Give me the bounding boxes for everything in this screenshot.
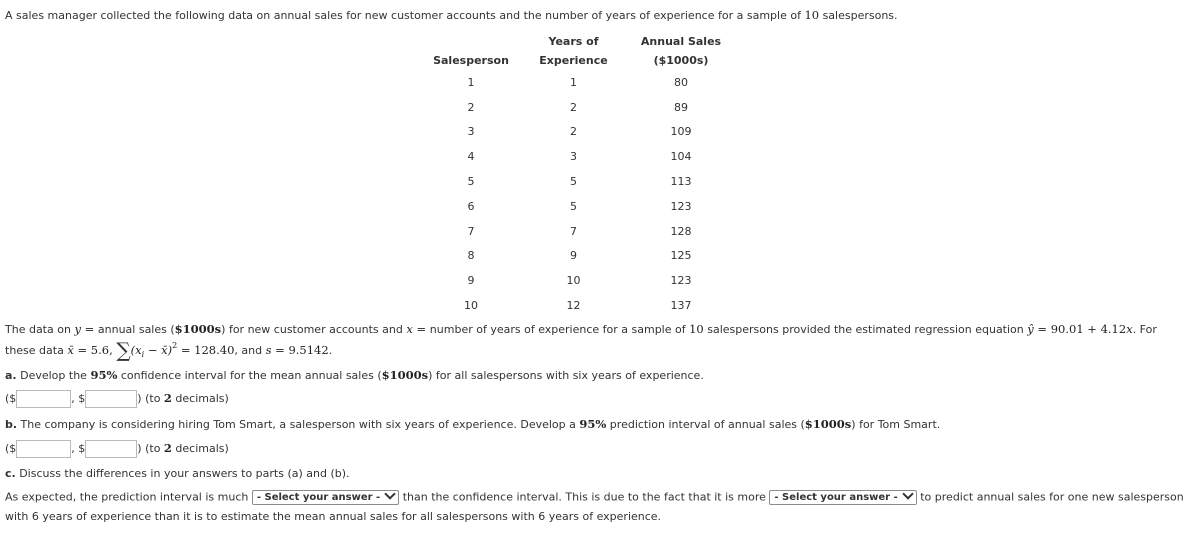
table-row: [421, 268, 736, 293]
experience-cell: 2: [570, 100, 577, 114]
experience-cell: 10: [566, 274, 581, 288]
part-c-answer-row: As expected, the prediction interval is much - Select your answer - than the confidence interval. This is due to the fact that it is more - Select your answer - to predict annual sales for one new salesperson: [5, 490, 1184, 505]
data-table: [421, 32, 736, 318]
salesperson-cell: 2: [467, 100, 475, 114]
interval-width-select[interactable]: - Select your answer -: [252, 490, 399, 505]
table-row: [421, 244, 736, 269]
part-a-answer-row: ($ , $ ) (to 2 decimals): [5, 390, 229, 408]
sum-value: = 128.40: [177, 343, 235, 357]
salesperson-cell: 1: [467, 75, 475, 89]
var-yhat: ŷ: [1027, 322, 1034, 336]
part-a-upper-input[interactable]: [85, 390, 137, 408]
experience-cell: 9: [570, 249, 577, 263]
sales-cell: 89: [674, 100, 688, 114]
sales-cell: 128: [670, 224, 692, 238]
sales-cell: 80: [674, 75, 688, 89]
table-row: [421, 120, 736, 145]
salesperson-cell: 9: [467, 274, 475, 288]
part-a-percent: 95%: [90, 368, 118, 382]
regression-equation: = 90.01 + 4.12: [1033, 322, 1127, 336]
table-row: [421, 70, 736, 95]
header-annual-sales: Annual Sales ($1000s): [640, 35, 722, 67]
salesperson-cell: 8: [467, 249, 475, 263]
part-b-label: b.: [5, 418, 18, 431]
difficulty-select[interactable]: - Select your answer -: [769, 490, 916, 505]
salesperson-cell: 4: [467, 150, 475, 164]
description-line-2: these data x̄ = 5.6, $\sum(x_i$ − x̄)$^2$ = 128.40, and s = 9.5142.: [5, 338, 333, 362]
experience-cell: 3: [570, 150, 577, 164]
sales-cell: 104: [670, 150, 692, 164]
unit-label: $1000s: [174, 322, 222, 336]
part-a-question: a. Develop the 95% confidence interval for the mean annual sales ($1000s) for all salespersons with six years of experience.: [5, 368, 704, 382]
description-line-1: The data on y = annual sales ($1000s) for new customer accounts and x = number of years of experience for a sample of 10 salespersons provided the estimated regression equation ŷ = 90.01 + 4.12x. For: [5, 322, 1157, 336]
intro-text: [5, 8, 898, 22]
sum-symbol: ∑: [116, 338, 131, 362]
part-a-label: a.: [5, 369, 17, 382]
chevron-down-icon: [385, 488, 396, 499]
part-c-answer-line-2: with 6 years of experience than it is to estimate the mean annual sales for all salespersons with 6 years of experience.: [5, 510, 662, 523]
salesperson-cell: 5: [467, 175, 475, 189]
part-b-answer-row: ($ , $ ) (to 2 decimals): [5, 440, 229, 458]
var-x: x: [406, 322, 413, 336]
header-years-experience: Years of Experience: [539, 35, 608, 67]
s-value: = 9.5142: [271, 343, 329, 357]
salesperson-cell: 3: [467, 125, 475, 139]
chevron-down-icon: [902, 488, 913, 499]
experience-cell: 12: [566, 299, 581, 313]
header-salesperson: Salesperson: [433, 54, 509, 67]
experience-cell: 2: [570, 125, 577, 139]
sales-cell: 137: [670, 299, 692, 313]
intro-sample-size: 10: [804, 8, 820, 22]
sales-cell: 123: [670, 199, 692, 213]
table-row: [421, 144, 736, 169]
part-c-question: c. Discuss the differences in your answers to parts (a) and (b).: [5, 467, 350, 480]
var-s: s: [265, 343, 272, 357]
intro-text-b: salespersons.: [819, 9, 898, 22]
sales-cell: 113: [670, 175, 692, 189]
salesperson-cell: 7: [467, 224, 475, 238]
sales-cell: 123: [670, 274, 692, 288]
experience-cell: 5: [570, 199, 577, 213]
var-xbar: x̄: [67, 343, 74, 357]
var-y: y: [74, 322, 81, 336]
part-b-upper-input[interactable]: [85, 440, 137, 458]
sales-cell: 125: [670, 249, 692, 263]
table-row: [421, 219, 736, 244]
salesperson-cell: 6: [467, 199, 475, 213]
table-header-row: [421, 32, 736, 70]
table-row: [421, 293, 736, 318]
table-row: [421, 95, 736, 120]
part-c-label: c.: [5, 467, 16, 480]
table-row: [421, 194, 736, 219]
experience-cell: 7: [570, 224, 577, 238]
table-row: [421, 169, 736, 194]
part-b-lower-input[interactable]: [16, 440, 71, 458]
part-b-percent: 95%: [579, 417, 607, 431]
sales-cell: 109: [670, 125, 692, 139]
experience-cell: 1: [570, 75, 577, 89]
experience-cell: 5: [570, 175, 577, 189]
salesperson-cell: 10: [464, 299, 478, 313]
intro-text-a: A sales manager collected the following data on annual sales for new customer accounts and the number of years of experience for a sample of: [5, 9, 805, 22]
part-a-lower-input[interactable]: [16, 390, 71, 408]
table-body: [421, 70, 736, 318]
part-b-question: b. The company is considering hiring Tom Smart, a salesperson with six years of experience. Develop a 95% prediction interval of annual sales ($1000s) for Tom Smart.: [5, 417, 941, 431]
